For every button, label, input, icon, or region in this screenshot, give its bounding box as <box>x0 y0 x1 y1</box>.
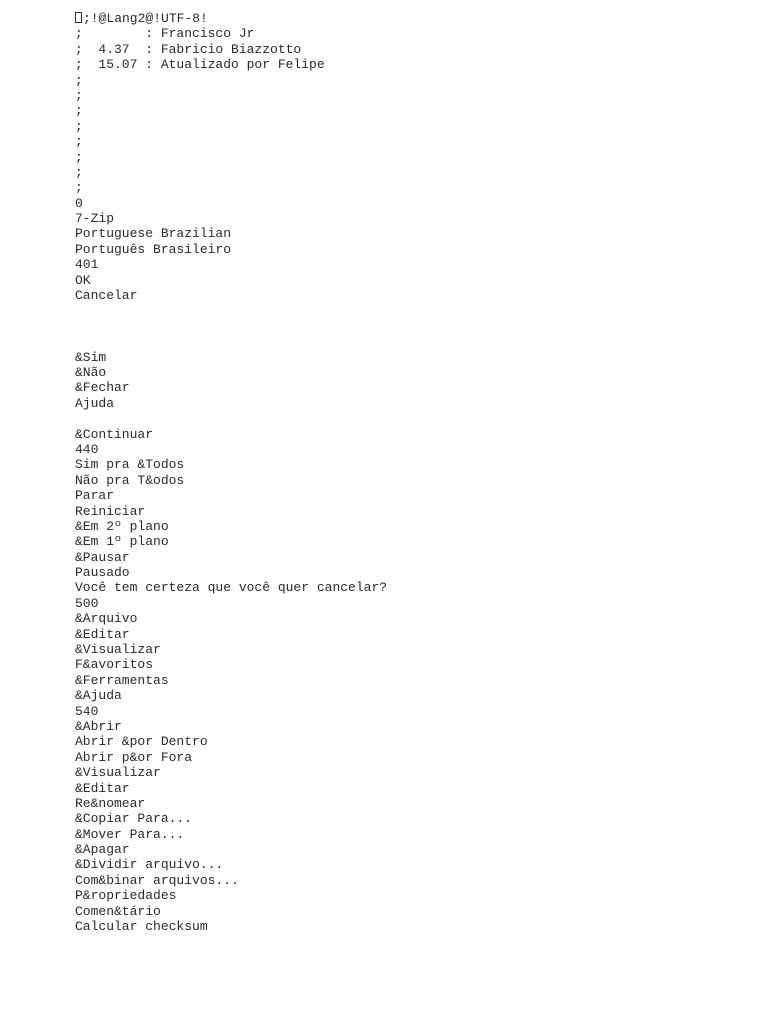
text-line: &Em 1º plano <box>75 534 169 550</box>
text-line: &Em 2º plano <box>75 518 169 534</box>
text-line: &Ajuda <box>75 688 122 704</box>
text-line: &Continuar <box>75 426 154 442</box>
text-line: ; <box>75 87 83 103</box>
text-line: &Arquivo <box>75 611 138 627</box>
text-line: Sim pra &Todos <box>75 457 185 473</box>
text-line: Você tem certeza que você quer cancelar? <box>75 580 388 596</box>
text-line: &Ferramentas <box>75 672 169 688</box>
text-line: P&ropriedades <box>75 888 177 904</box>
text-line: Re&nomear <box>75 795 146 811</box>
text-line: ; <box>75 134 83 150</box>
text-line: &Não <box>75 364 107 380</box>
text-line: ; 4.37 : Fabricio Biazzotto <box>75 41 302 57</box>
text-line: ;!@Lang2@!UTF-8! <box>75 11 387 26</box>
text-line: &Mover Para... <box>75 826 185 842</box>
text-line: &Copiar Para... <box>75 811 193 827</box>
text-line: &Dividir arquivo... <box>75 857 224 873</box>
text-line: OK <box>75 272 91 288</box>
text-line: Comen&tário <box>75 903 161 919</box>
text-line: &Abrir <box>75 718 122 734</box>
text-line: Com&binar arquivos... <box>75 872 239 888</box>
text-line: 0 <box>75 195 83 211</box>
text-line: Português Brasileiro <box>75 241 232 257</box>
text-line: &Pausar <box>75 549 130 565</box>
text-line: ; <box>75 103 83 119</box>
text-line: Reiniciar <box>75 503 146 519</box>
text-line: F&avoritos <box>75 657 154 673</box>
blank-line <box>75 319 387 334</box>
text-line: ; : Francisco Jr <box>75 26 255 42</box>
text-line: ; <box>75 118 83 134</box>
text-line: Calcular checksum <box>75 919 208 935</box>
text-line: &Visualizar <box>75 642 161 658</box>
text-line: &Sim <box>75 349 107 365</box>
text-line: Abrir p&or Fora <box>75 749 193 765</box>
text-line: ; 15.07 : Atualizado por Felipe <box>75 57 325 73</box>
text-line: ; <box>75 164 83 180</box>
blank-line <box>75 334 387 349</box>
text-line: Cancelar <box>75 288 138 304</box>
text-line: ; <box>75 149 83 165</box>
text-document <box>75 11 387 934</box>
text-line: ; <box>75 180 83 196</box>
text-line: &Visualizar <box>75 765 161 781</box>
text-line: Portuguese Brazilian <box>75 226 232 242</box>
text-line: 440 <box>75 441 99 457</box>
text-line: Pausado <box>75 565 130 581</box>
blank-line <box>75 411 387 426</box>
blank-line <box>75 303 387 318</box>
text-line: &Editar <box>75 626 130 642</box>
text-line: 540 <box>75 703 99 719</box>
text-line: Abrir &por Dentro <box>75 734 208 750</box>
text-line: Não pra T&odos <box>75 472 185 488</box>
text-line: 500 <box>75 595 99 611</box>
text-line: Ajuda <box>75 395 115 411</box>
text-line: &Editar <box>75 780 130 796</box>
text-line: ; <box>75 72 83 88</box>
text-line: &Fechar <box>75 380 130 396</box>
text-line: &Apagar <box>75 842 130 858</box>
bom-glyph-icon <box>75 12 82 23</box>
text-line: 401 <box>75 257 99 273</box>
text-line: 7-Zip <box>75 211 115 227</box>
text-line: Parar <box>75 488 115 504</box>
